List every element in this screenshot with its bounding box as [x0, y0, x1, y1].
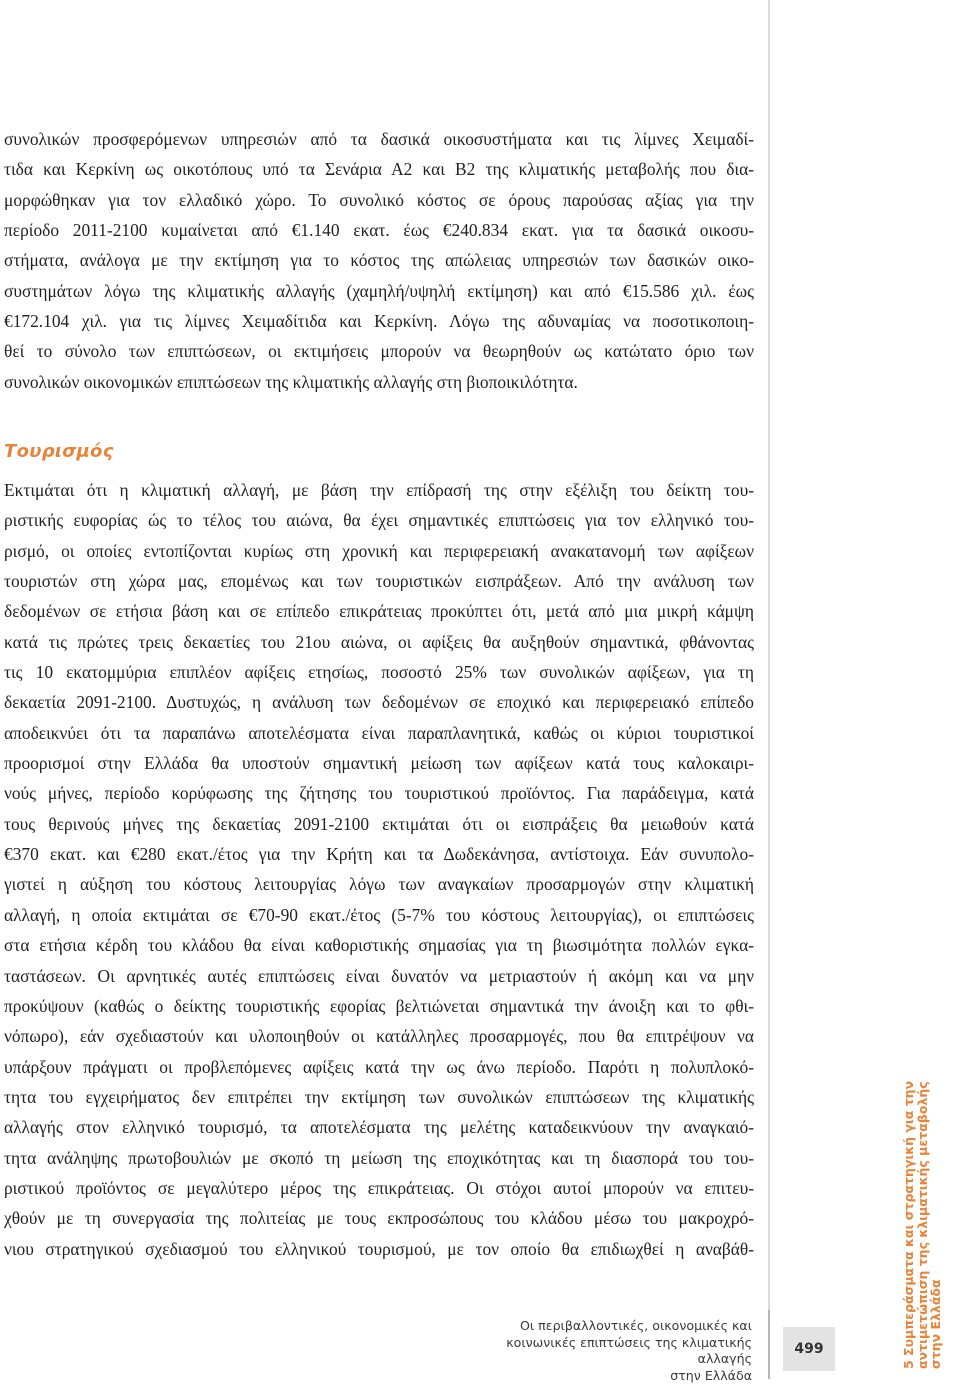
text-line: τητα του εγχειρήματος δεν επιτρέπει την εκτίμηση των συνολικών επιπτώσεων της κλιματικής: [4, 1082, 754, 1112]
text-line: αλλαγής στον ελληνικό τουρισμό, τα αποτελέσματα της μελέτης καταδεικνύουν την αναγκαιό-: [4, 1112, 754, 1142]
text-line: αποδεικνύει ότι τα παραπάνω αποτελέσματα είναι παραπλανητικά, καθώς οι κύριοι τουριστικοί: [4, 718, 754, 748]
tourism-paragraph: [4, 475, 754, 1264]
footer-caption-line: στην Ελλάδα: [470, 1368, 752, 1384]
text-line: τουριστών στη χώρα μας, επομένως και των τουριστικών εισπράξεων. Από την ανάλυση των: [4, 566, 754, 596]
text-line: δεκαετία 2091-2100. Δυστυχώς, η ανάλυση των δεδομένων σε εποχικό και περιφερειακό επίπεδο: [4, 687, 754, 717]
text-line: ριστικής ευφορίας ώς το τέλος του αιώνα, θα έχει σημαντικές επιπτώσεις για τον ελληνικό του-: [4, 505, 754, 535]
text-line: ταστάσεων. Οι αρνητικές αυτές επιπτώσεις είναι δυνατόν να μετριαστούν ή ακόμη και να μην: [4, 961, 754, 991]
chapter-side-tab-line: αντιμετώπιση της κλιματικής μεταβολής: [916, 1080, 930, 1369]
text-line: ριστικού προϊόντος σε μεγαλύτερο μέρος της επικράτειας. Οι στόχοι αυτοί μπορούν να επιτευ-: [4, 1173, 754, 1203]
text-line: συνολικών προσφερόμενων υπηρεσιών από τα δασικά οικοσυστήματα και τις λίμνες Χειμαδί-: [4, 124, 754, 154]
text-line: στα ετήσια κέρδη του κλάδου θα είναι καθοριστικής σημασίας για τη βιωσιμότητα πολλών εγκα-: [4, 930, 754, 960]
text-line: μορφώθηκαν για τον ελλαδικό χώρο. Το συνολικό κόστος σε όρους παρούσας αξίας για την: [4, 185, 754, 215]
chapter-side-tab-line: στην Ελλάδα: [929, 1080, 943, 1369]
text-line: κατά τις πρώτες τρεις δεκαετίες του 21ου αιώνα, οι αφίξεις θα αυξηθούν σημαντικά, φθάνοντας: [4, 627, 754, 657]
text-line: αλλαγή, η οποία εκτιμάται σε €70-90 εκατ./έτος (5-7% του κόστους λειτουργίας), οι επιπτώσεις: [4, 900, 754, 930]
text-line: γιστεί η αύξηση του κόστους λειτουργίας λόγω των αναγκαίων προσαρμογών στην κλιματική: [4, 869, 754, 899]
text-line: προκύψουν (καθώς ο δείκτης τουριστικής εφορίας βελτιώνεται σημαντικά την άνοιξη και το φθι-: [4, 991, 754, 1021]
text-line: τους θερινούς μήνες της δεκαετίας 2091-2100 εκτιμάται ότι οι εισπράξεις θα μειωθούν κατά: [4, 809, 754, 839]
footer-caption-line: κοινωνικές επιπτώσεις της κλιματικής αλλαγής: [470, 1335, 752, 1368]
text-line: €370 εκατ. και €280 εκατ./έτος για την Κρήτη και τα Δωδεκάνησα, αντίστοιχα. Εάν συνυπολο-: [4, 839, 754, 869]
text-line: στήματα, ανάλογα με την εκτίμηση για το κόστος της απώλειας υπηρεσιών των δασικών οικο-: [4, 245, 754, 275]
text-line: Εκτιμάται ότι η κλιματική αλλαγή, με βάση την επίδρασή της στην εξέλιξη του δείκτη του-: [4, 475, 754, 505]
text-line: τις 10 εκατομμύρια επιπλέον αφίξεις ετησίως, ποσοστό 25% των συνολικών αφίξεων, για τη: [4, 657, 754, 687]
footer-caption-line: Οι περιβαλλοντικές, οικονομικές και: [470, 1318, 752, 1335]
text-line: υπάρξουν πράγματι οι προβλεπόμενες αφίξεις κατά την ως άνω περίοδο. Παρότι η πολυπλοκό-: [4, 1052, 754, 1082]
text-line: θεί το σύνολο των επιπτώσεων, οι εκτιμήσεις μπορούν να θεωρηθούν ως κατώτατο όριο των: [4, 336, 754, 366]
text-line: νιου στρατηγικού σχεδιασμού του ελληνικού τουρισμού, με τον οποίο θα επιδιωχθεί η αναβάθ-: [4, 1234, 754, 1264]
text-line: νόπωρο), εάν σχεδιαστούν και υλοποιηθούν οι κατάλληλες προσαρμογές, που θα επιτρέψουν να: [4, 1021, 754, 1051]
chapter-side-tab: [885, 1080, 960, 1379]
text-line: συστημάτων λόγω της κλιματικής αλλαγής (χαμηλή/υψηλή εκτίμηση) και από €15.586 χιλ. έως: [4, 276, 754, 306]
chapter-side-tab-line: 5 Συμπεράσματα και στρατηγική για την: [902, 1080, 916, 1369]
text-line: προορισμοί στην Ελλάδα θα υποστούν σημαντική μείωση των αφίξεων κατά τους καλοκαιρι-: [4, 748, 754, 778]
text-line: τητα ανάληψης πρωτοβουλιών με σκοπό τη μείωση της εποχικότητας και τη διασπορά του του-: [4, 1143, 754, 1173]
footer-caption: [470, 1318, 752, 1384]
text-line: €172.104 χιλ. για τις λίμνες Χειμαδίτιδα και Κερκίνη. Λόγω της αδυναμίας να ποσοτικοποιη-: [4, 306, 754, 336]
text-line: νούς μήνες, περίοδο κορύφωσης της ζήτησης του τουριστικού προϊόντος. Για παράδειγμα, κατά: [4, 778, 754, 808]
intro-paragraph: [4, 124, 754, 397]
text-line: συνολικών οικονομικών επιπτώσεων της κλιματικής αλλαγής στη βιοποικιλότητα.: [4, 367, 754, 397]
text-line: τιδα και Κερκίνη ως οικοτόπους υπό τα Σενάρια Α2 και Β2 της κλιματικής μεταβολής που δια-: [4, 154, 754, 184]
right-margin-rule-dark: [768, 1310, 770, 1379]
chapter-side-tab-text: [885, 1080, 960, 1379]
text-line: ρισμό, οι οποίες εντοπίζονται κυρίως στη χρονική και περιφερειακή ανακατανομή των αφίξεων: [4, 536, 754, 566]
text-line: περίοδο 2011-2100 κυμαίνεται από €1.140 εκατ. έως €240.834 εκατ. για τα δασικά οικοσυ-: [4, 215, 754, 245]
right-margin-rule: [768, 0, 770, 1379]
page-number: 499: [783, 1327, 835, 1371]
text-line: χθούν με τη συνεργασία της πολιτείας με τους εκπροσώπους του κλάδου μέσω του μακροχρό-: [4, 1203, 754, 1233]
section-heading-tourism: Τουρισμός: [4, 441, 114, 462]
text-line: δεδομένων σε ετήσια βάση και σε επίπεδο επικράτειας προκύπτει ότι, μετά από μια μικρή κάμψη: [4, 596, 754, 626]
